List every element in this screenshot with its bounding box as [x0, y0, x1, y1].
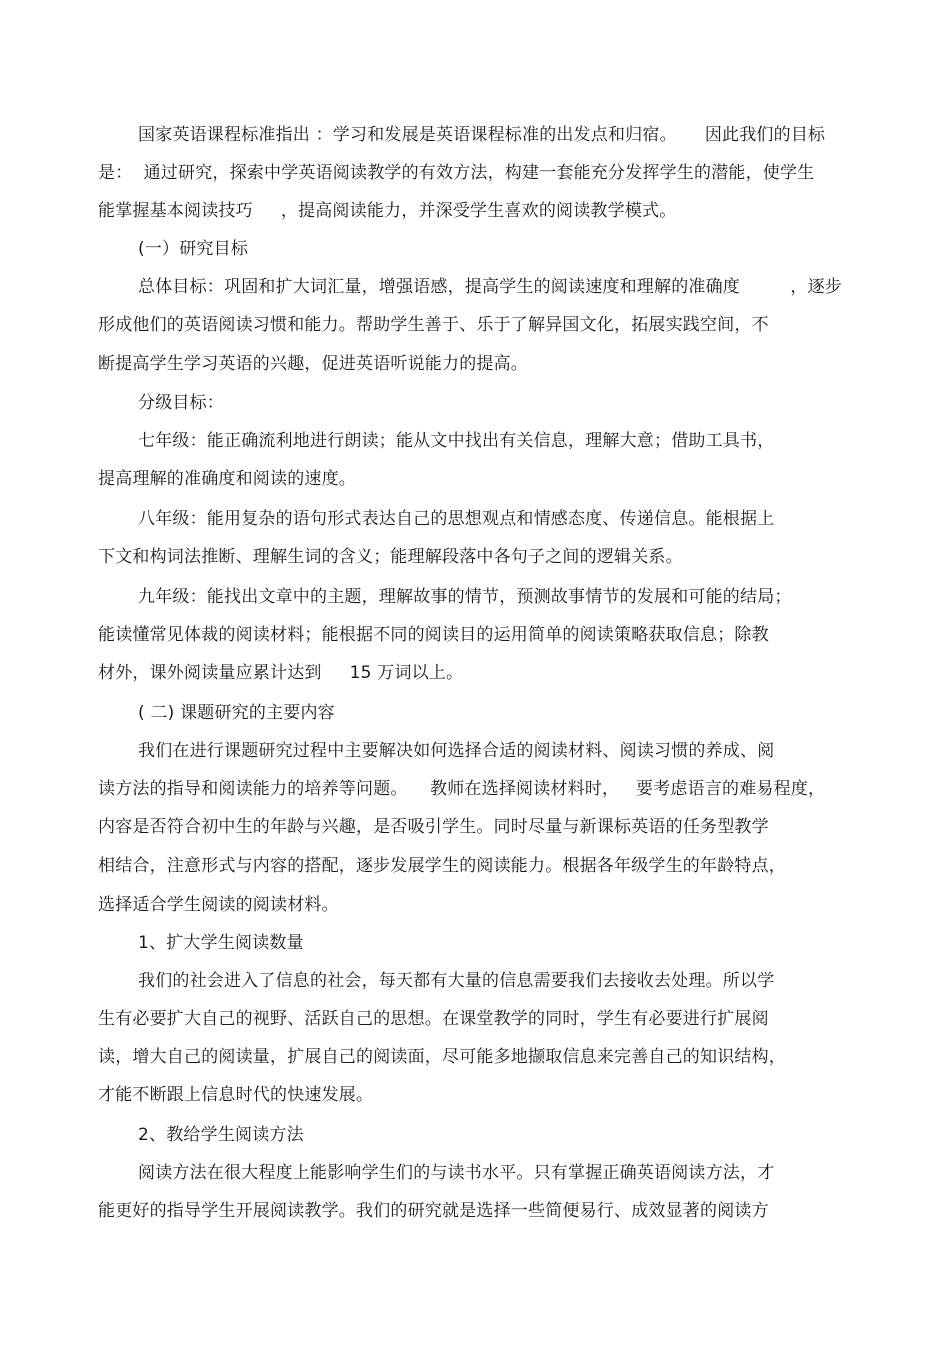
text-line: 分级目标： [138, 393, 224, 413]
text-line: 能读懂常见体裁的阅读材料；能根据不同的阅读目的运用简单的阅读策略获取信息；除教 [98, 625, 769, 645]
section-heading: 2、教给学生阅读方法 [138, 1125, 304, 1145]
text-line: 读方法的指导和阅读能力的培养等问题。 教师在选择阅读材料时， 要考虑语言的难易程度， [98, 779, 826, 799]
text-line: 总体目标：巩固和扩大词汇量，增强语感，提高学生的阅读速度和理解的准确度 ，逐步 [138, 277, 843, 297]
text-line: 能更好的指导学生开展阅读教学。我们的研究就是选择一些简便易行、成效显著的阅读方 [98, 1201, 769, 1221]
section-heading: (一）研究目标 [138, 239, 249, 259]
text-line: 内容是否符合初中生的年龄与兴趣，是否吸引学生。同时尽量与新课标英语的任务型教学 [98, 817, 769, 837]
text-line: 材外，课外阅读量应累计达到 15 万词以上。 [98, 663, 464, 683]
text-line: 是： 通过研究，探索中学英语阅读教学的有效方法，构建一套能充分发挥学生的潜能，使学生 [98, 163, 815, 183]
text-line: 读，增大自己的阅读量，扩展自己的阅读面，尽可能多地撷取信息来完善自己的知识结构， [98, 1047, 786, 1067]
text-line: 八年级：能用复杂的语句形式表达自己的思想观点和情感态度、传递信息。能根据上 [138, 509, 775, 529]
section-heading: 1、扩大学生阅读数量 [138, 933, 304, 953]
text-line: 七年级：能正确流利地进行朗读；能从文中找出有关信息，理解大意；借助工具书， [138, 431, 775, 451]
text-line: 形成他们的英语阅读习惯和能力。帮助学生善于、乐于了解异国文化，拓展实践空间，不 [98, 315, 769, 335]
text-line: 下文和构词法推断、理解生词的含义；能理解段落中各句子之间的逻辑关系。 [98, 547, 683, 567]
text-line: 阅读方法在很大程度上能影响学生们的与读书水平。只有掌握正确英语阅读方法，才 [138, 1163, 775, 1183]
text-line: 选择适合学生阅读的阅读材料。 [98, 895, 339, 915]
text-line: 我们在进行课题研究过程中主要解决如何选择合适的阅读材料、阅读习惯的养成、阅 [138, 741, 775, 761]
text-line: 提高理解的准确度和阅读的速度。 [98, 469, 356, 489]
text-line: 能掌握基本阅读技巧 ，提高阅读能力，并深受学生喜欢的阅读教学模式。 [98, 201, 677, 221]
text-line: 断提高学生学习英语的兴趣，促进英语听说能力的提高。 [98, 354, 528, 374]
text-line: 国家英语课程标准指出 ：学习和发展是英语课程标准的出发点和归宿。 因此我们的目标 [138, 125, 826, 145]
text-line: 我们的社会进入了信息的社会，每天都有大量的信息需要我们去接收去处理。所以学 [138, 971, 775, 991]
text-line: 才能不断跟上信息时代的快速发展。 [98, 1085, 374, 1105]
text-line: 相结合，注意形式与内容的搭配，逐步发展学生的阅读能力。根据各年级学生的年龄特点， [98, 856, 786, 876]
text-line: 九年级：能找出文章中的主题，理解故事的情节，预测故事情节的发展和可能的结局； [138, 587, 792, 607]
section-heading: ( 二) 课题研究的主要内容 [138, 703, 335, 723]
text-line: 生有必要扩大自己的视野、活跃自己的思想。在课堂教学的同时，学生有必要进行扩展阅 [98, 1009, 769, 1029]
